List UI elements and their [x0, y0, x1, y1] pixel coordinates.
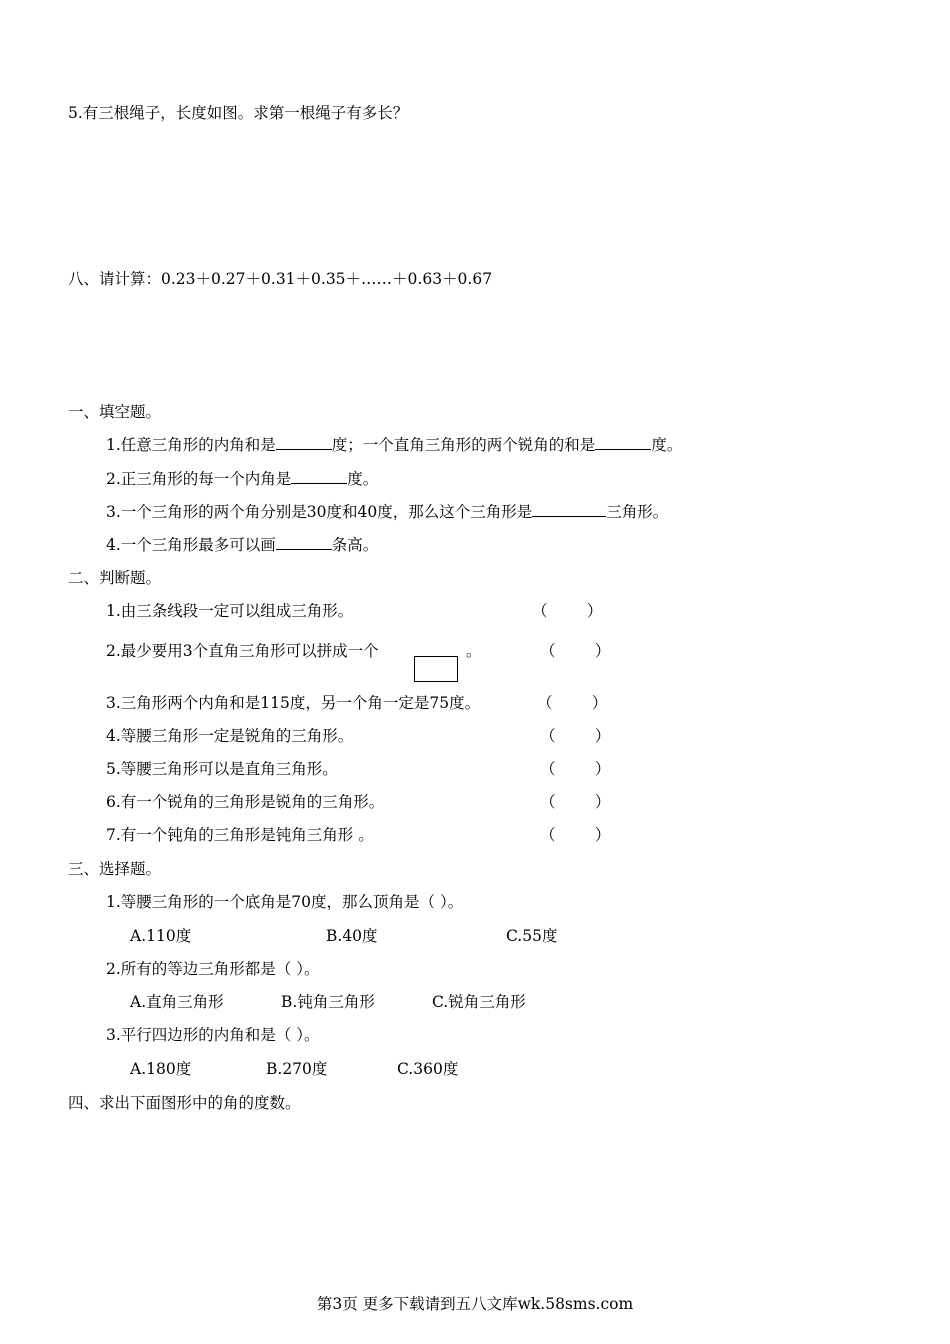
section-4-title: 四、求出下面图形中的角的度数。	[68, 1094, 301, 1112]
choice-option-b[interactable]: B.40度	[326, 927, 378, 945]
rectangle-figure	[414, 656, 458, 682]
choice-question-3: 3.平行四边形的内角和是（ ）。	[106, 1026, 320, 1044]
fill-item-2-text-a: 2.正三角形的每一个内角是	[106, 470, 292, 488]
fill-item-3-text-b: 三角形。	[606, 503, 669, 521]
answer-parentheses[interactable]: （ ）	[540, 642, 611, 660]
fill-item-2	[106, 469, 378, 489]
choice-option-c[interactable]: C.360度	[397, 1060, 459, 1078]
choice-option-a[interactable]: A.180度	[130, 1060, 192, 1078]
question-8: 八、请计算：0.23＋0.27＋0.31＋0.35＋……＋0.63＋0.67	[68, 270, 493, 288]
choice-option-c[interactable]: C.锐角三角形	[432, 993, 526, 1011]
answer-blank[interactable]	[291, 469, 347, 484]
answer-parentheses[interactable]: （ ）	[540, 727, 611, 745]
section-2-title: 二、判断题。	[68, 569, 162, 587]
answer-parentheses[interactable]: （ ）	[532, 602, 603, 620]
fill-item-3	[106, 502, 668, 522]
judge-item-1: 1.由三条线段一定可以组成三角形。	[106, 602, 354, 620]
judge-item-2-end: 。	[466, 642, 482, 660]
fill-item-1-text-b: 度；一个直角三角形的两个锐角的和是	[331, 436, 596, 454]
choice-question-1: 1.等腰三角形的一个底角是70度，那么顶角是（ ）。	[106, 893, 464, 911]
judge-item-7: 7.有一个钝角的三角形是钝角三角形 。	[106, 826, 374, 844]
fill-item-3-text-a: 3.一个三角形的两个角分别是30度和40度，那么这个三角形是	[106, 503, 533, 521]
answer-parentheses[interactable]: （ ）	[540, 826, 611, 844]
fill-item-1-text-c: 度。	[651, 436, 683, 454]
answer-blank[interactable]	[276, 535, 332, 550]
fill-item-4	[106, 535, 378, 555]
choice-option-a[interactable]: A.110度	[130, 927, 192, 945]
fill-item-1	[106, 435, 682, 455]
section-1-title: 一、填空题。	[68, 403, 162, 421]
judge-item-5: 5.等腰三角形可以是直角三角形。	[106, 760, 338, 778]
section-3-title: 三、选择题。	[68, 860, 162, 878]
answer-parentheses[interactable]: （ ）	[537, 694, 608, 712]
fill-item-2-text-b: 度。	[347, 470, 379, 488]
question-5: 5.有三根绳子，长度如图。求第一根绳子有多长？	[68, 104, 409, 122]
judge-item-2: 2.最少要用3个直角三角形可以拼成一个	[106, 642, 379, 660]
judge-item-4: 4.等腰三角形一定是锐角的三角形。	[106, 727, 354, 745]
answer-blank[interactable]	[276, 435, 332, 450]
answer-parentheses[interactable]: （ ）	[540, 793, 611, 811]
choice-option-b[interactable]: B.钝角三角形	[281, 993, 375, 1011]
fill-item-1-text-a: 1.任意三角形的内角和是	[106, 436, 276, 454]
answer-blank[interactable]	[532, 502, 606, 517]
judge-item-6: 6.有一个锐角的三角形是锐角的三角形。	[106, 793, 385, 811]
fill-item-4-text-a: 4.一个三角形最多可以画	[106, 536, 276, 554]
fill-item-4-text-b: 条高。	[331, 536, 379, 554]
choice-option-b[interactable]: B.270度	[266, 1060, 328, 1078]
choice-option-a[interactable]: A.直角三角形	[130, 993, 224, 1011]
answer-parentheses[interactable]: （ ）	[540, 760, 611, 778]
answer-blank[interactable]	[595, 435, 651, 450]
page-footer: 第3页 更多下载请到五八文库wk.58sms.com	[316, 1295, 634, 1313]
choice-question-2: 2.所有的等边三角形都是（ ）。	[106, 960, 320, 978]
choice-option-c[interactable]: C.55度	[506, 927, 558, 945]
judge-item-3: 3.三角形两个内角和是115度，另一个角一定是75度。	[106, 694, 481, 712]
